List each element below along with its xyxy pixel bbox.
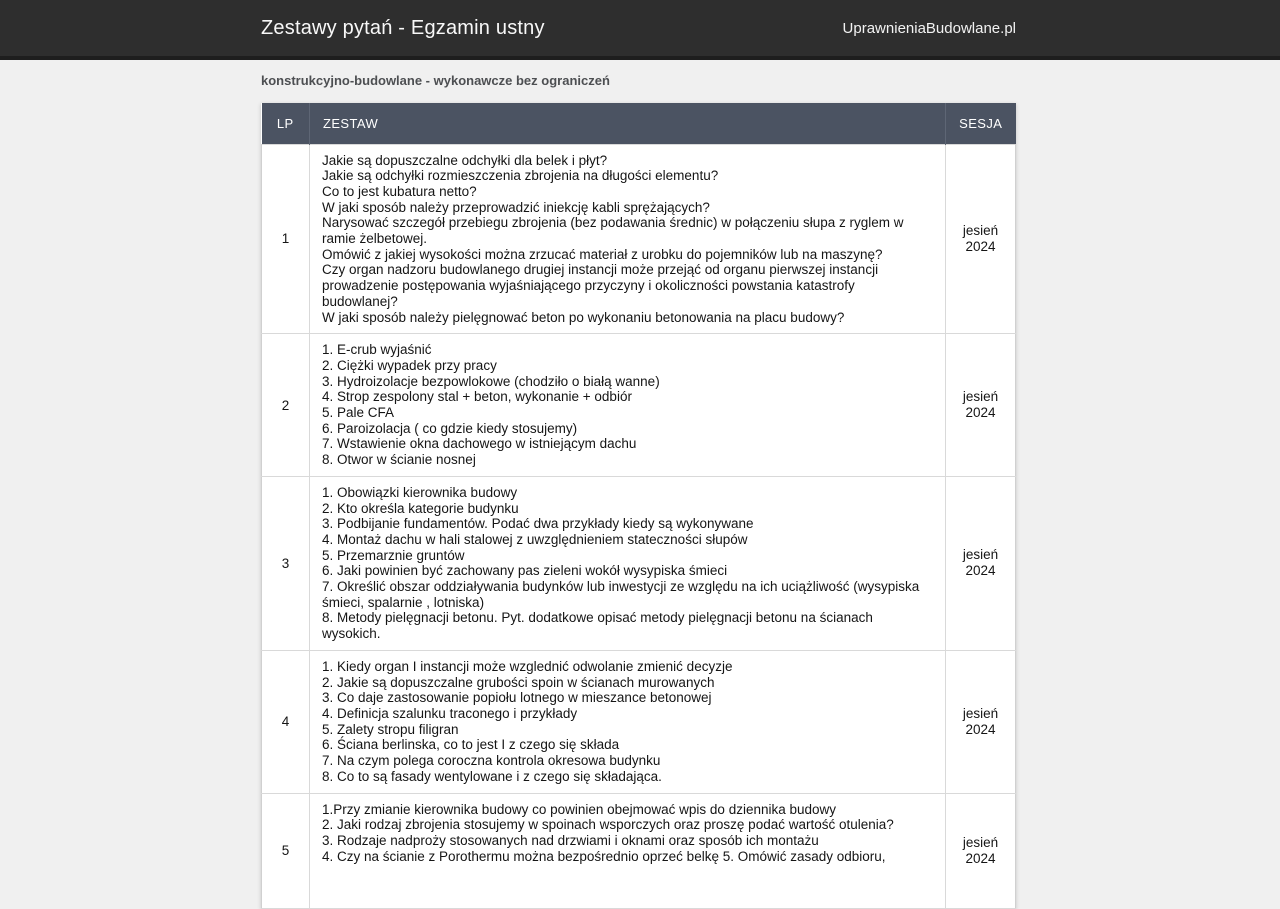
question-line: 4. Definicja szalunku traconego i przykłady: [322, 706, 578, 721]
question-line: 4. Montaż dachu w hali stalowej z uwzględnieniem stateczności słupów: [322, 531, 748, 547]
table-row: [262, 793, 1016, 908]
table-header: [262, 103, 1016, 144]
question-line: 7. Wstawienie okna dachowego w istniejącym dachu: [322, 436, 637, 452]
question-line: Omówić z jakiej wysokości można zrzucać materiał z urobku do pojemników lub na maszynę?: [322, 246, 883, 262]
category-subtitle: konstrukcyjno-budowlane - wykonawcze bez ograniczeń: [261, 73, 610, 88]
question-line: 8. Metody pielęgnacji betonu. Pyt. dodatkowe opisać metody pielęgnacji betonu na ścianach wysokich.: [322, 610, 873, 642]
row-number-cell: 4: [262, 650, 310, 793]
column-header-sesja: SESJA: [946, 103, 1016, 144]
session-cell: jesień 2024: [946, 650, 1016, 793]
question-set-cell: [310, 793, 946, 908]
question-line: 1. E-crub wyjaśnić: [322, 342, 432, 358]
column-header-zestaw: ZESTAW: [310, 103, 946, 144]
question-line: W jaki sposób należy pielęgnować beton po wykonaniu betonowania na placu budowy?: [322, 309, 845, 325]
question-line: 8. Co to są fasady wentylowane i z czego się składająca.: [322, 768, 662, 784]
question-line: Jakie są dopuszczalne odchyłki dla belek i płyt?: [322, 152, 608, 168]
question-line: 7. Na czym polega coroczna kontrola okresowa budynku: [322, 753, 661, 769]
question-line: 5. Przemarznie gruntów: [322, 547, 465, 563]
question-line: 6. Paroizolacja ( co gdzie kiedy stosujemy): [322, 420, 578, 436]
question-line: 2. Jaki rodzaj zbrojenia stosujemy w spoinach wsporczych oraz proszę podać wartość otulenia?: [322, 817, 894, 833]
site-name: UprawnieniaBudowlane.pl: [842, 19, 1016, 37]
row-number-cell: 1: [262, 144, 310, 334]
question-line: 1.Przy zmianie kierownika budowy co powinien obejmować wpis do dziennika budowy: [322, 801, 837, 817]
session-cell: jesień 2024: [946, 334, 1016, 477]
row-number-cell: 2: [262, 334, 310, 477]
session-cell: jesień 2024: [946, 476, 1016, 650]
question-line: Narysować szczegół przebiegu zbrojenia (bez podawania średnic) w połączeniu słupa z ryglem w ramie żelbetowej.: [322, 215, 904, 247]
table-row: [262, 650, 1016, 793]
question-line: Czy organ nadzoru budowlanego drugiej instancji może przejąć od organu pierwszej instancji prowadzenie postępowania wyjaśniającego przyczyny i okoliczności powstania katastrofy budowlanej?: [322, 262, 879, 309]
question-line: 4. Czy na ścianie z Porothermu można bezpośrednio oprzeć belkę 5. Omówić zasady odbioru,: [322, 848, 886, 864]
question-line: 1. Obowiązki kierownika budowy: [322, 484, 518, 500]
question-set-cell: [310, 476, 946, 650]
table-row: [262, 144, 1016, 334]
column-header-lp: LP: [262, 103, 310, 144]
question-line: 5. Pale CFA: [322, 405, 395, 421]
question-line: 3. Hydroizolacje bezpowlokowe (chodziło o białą wanne): [322, 373, 660, 389]
question-line: 1. Kiedy organ I instancji może wzglednić odwolanie zmienić decyzje: [322, 658, 733, 674]
question-set-cell: [310, 144, 946, 334]
question-line: 6. Ściana berlinska, co to jest I z czego się składa: [322, 737, 620, 753]
question-line: 2. Jakie są dopuszczalne grubości spoin w ścianach murowanych: [322, 674, 715, 690]
row-number-cell: 3: [262, 476, 310, 650]
content-area: [261, 73, 1016, 909]
table-row: [262, 334, 1016, 477]
table-row: [262, 476, 1016, 650]
question-line: W jaki sposób należy przeprowadzić iniekcję kabli sprężających?: [322, 199, 710, 215]
question-line: 6. Jaki powinien być zachowany pas zieleni wokół wysypiska śmieci: [322, 563, 728, 579]
question-line: Jakie są odchyłki rozmieszczenia zbrojenia na długości elementu?: [322, 168, 719, 184]
question-sets-table: [261, 103, 1016, 909]
question-line: 2. Ciężki wypadek przy pracy: [322, 357, 497, 373]
session-cell: jesień 2024: [946, 793, 1016, 908]
question-line: 7. Określić obszar oddziaływania budynków lub inwestycji ze względu na ich uciążliwość (wysypiska śmieci, spalarnie , lotniska): [322, 579, 920, 610]
question-line: Co to jest kubatura netto?: [322, 183, 477, 199]
question-line: 3. Podbijanie fundamentów. Podać dwa przykłady kiedy są wykonywane: [322, 516, 754, 532]
row-number-cell: 5: [262, 793, 310, 908]
question-line: 8. Otwor w ścianie nosnej: [322, 452, 476, 468]
session-cell: jesień 2024: [946, 144, 1016, 334]
question-set-cell: [310, 334, 946, 477]
question-line: 3. Co daje zastosowanie popiołu lotnego w mieszance betonowej: [322, 690, 712, 706]
top-bar-inner: [261, 17, 1016, 40]
question-line: 2. Kto określa kategorie budynku: [322, 500, 519, 516]
question-set-cell: [310, 650, 946, 793]
top-bar: [0, 0, 1280, 60]
page-title: Zestawy pytań - Egzamin ustny: [261, 16, 545, 39]
question-line: 4. Strop zespolony stal + beton, wykonanie + odbiór: [322, 389, 632, 405]
question-table-body: [262, 144, 1016, 908]
question-line: 3. Rodzaje nadproży stosowanych nad drzwiami i oknami oraz sposób ich montażu: [322, 832, 819, 848]
question-line: 5. Zalety stropu filigran: [322, 721, 459, 737]
